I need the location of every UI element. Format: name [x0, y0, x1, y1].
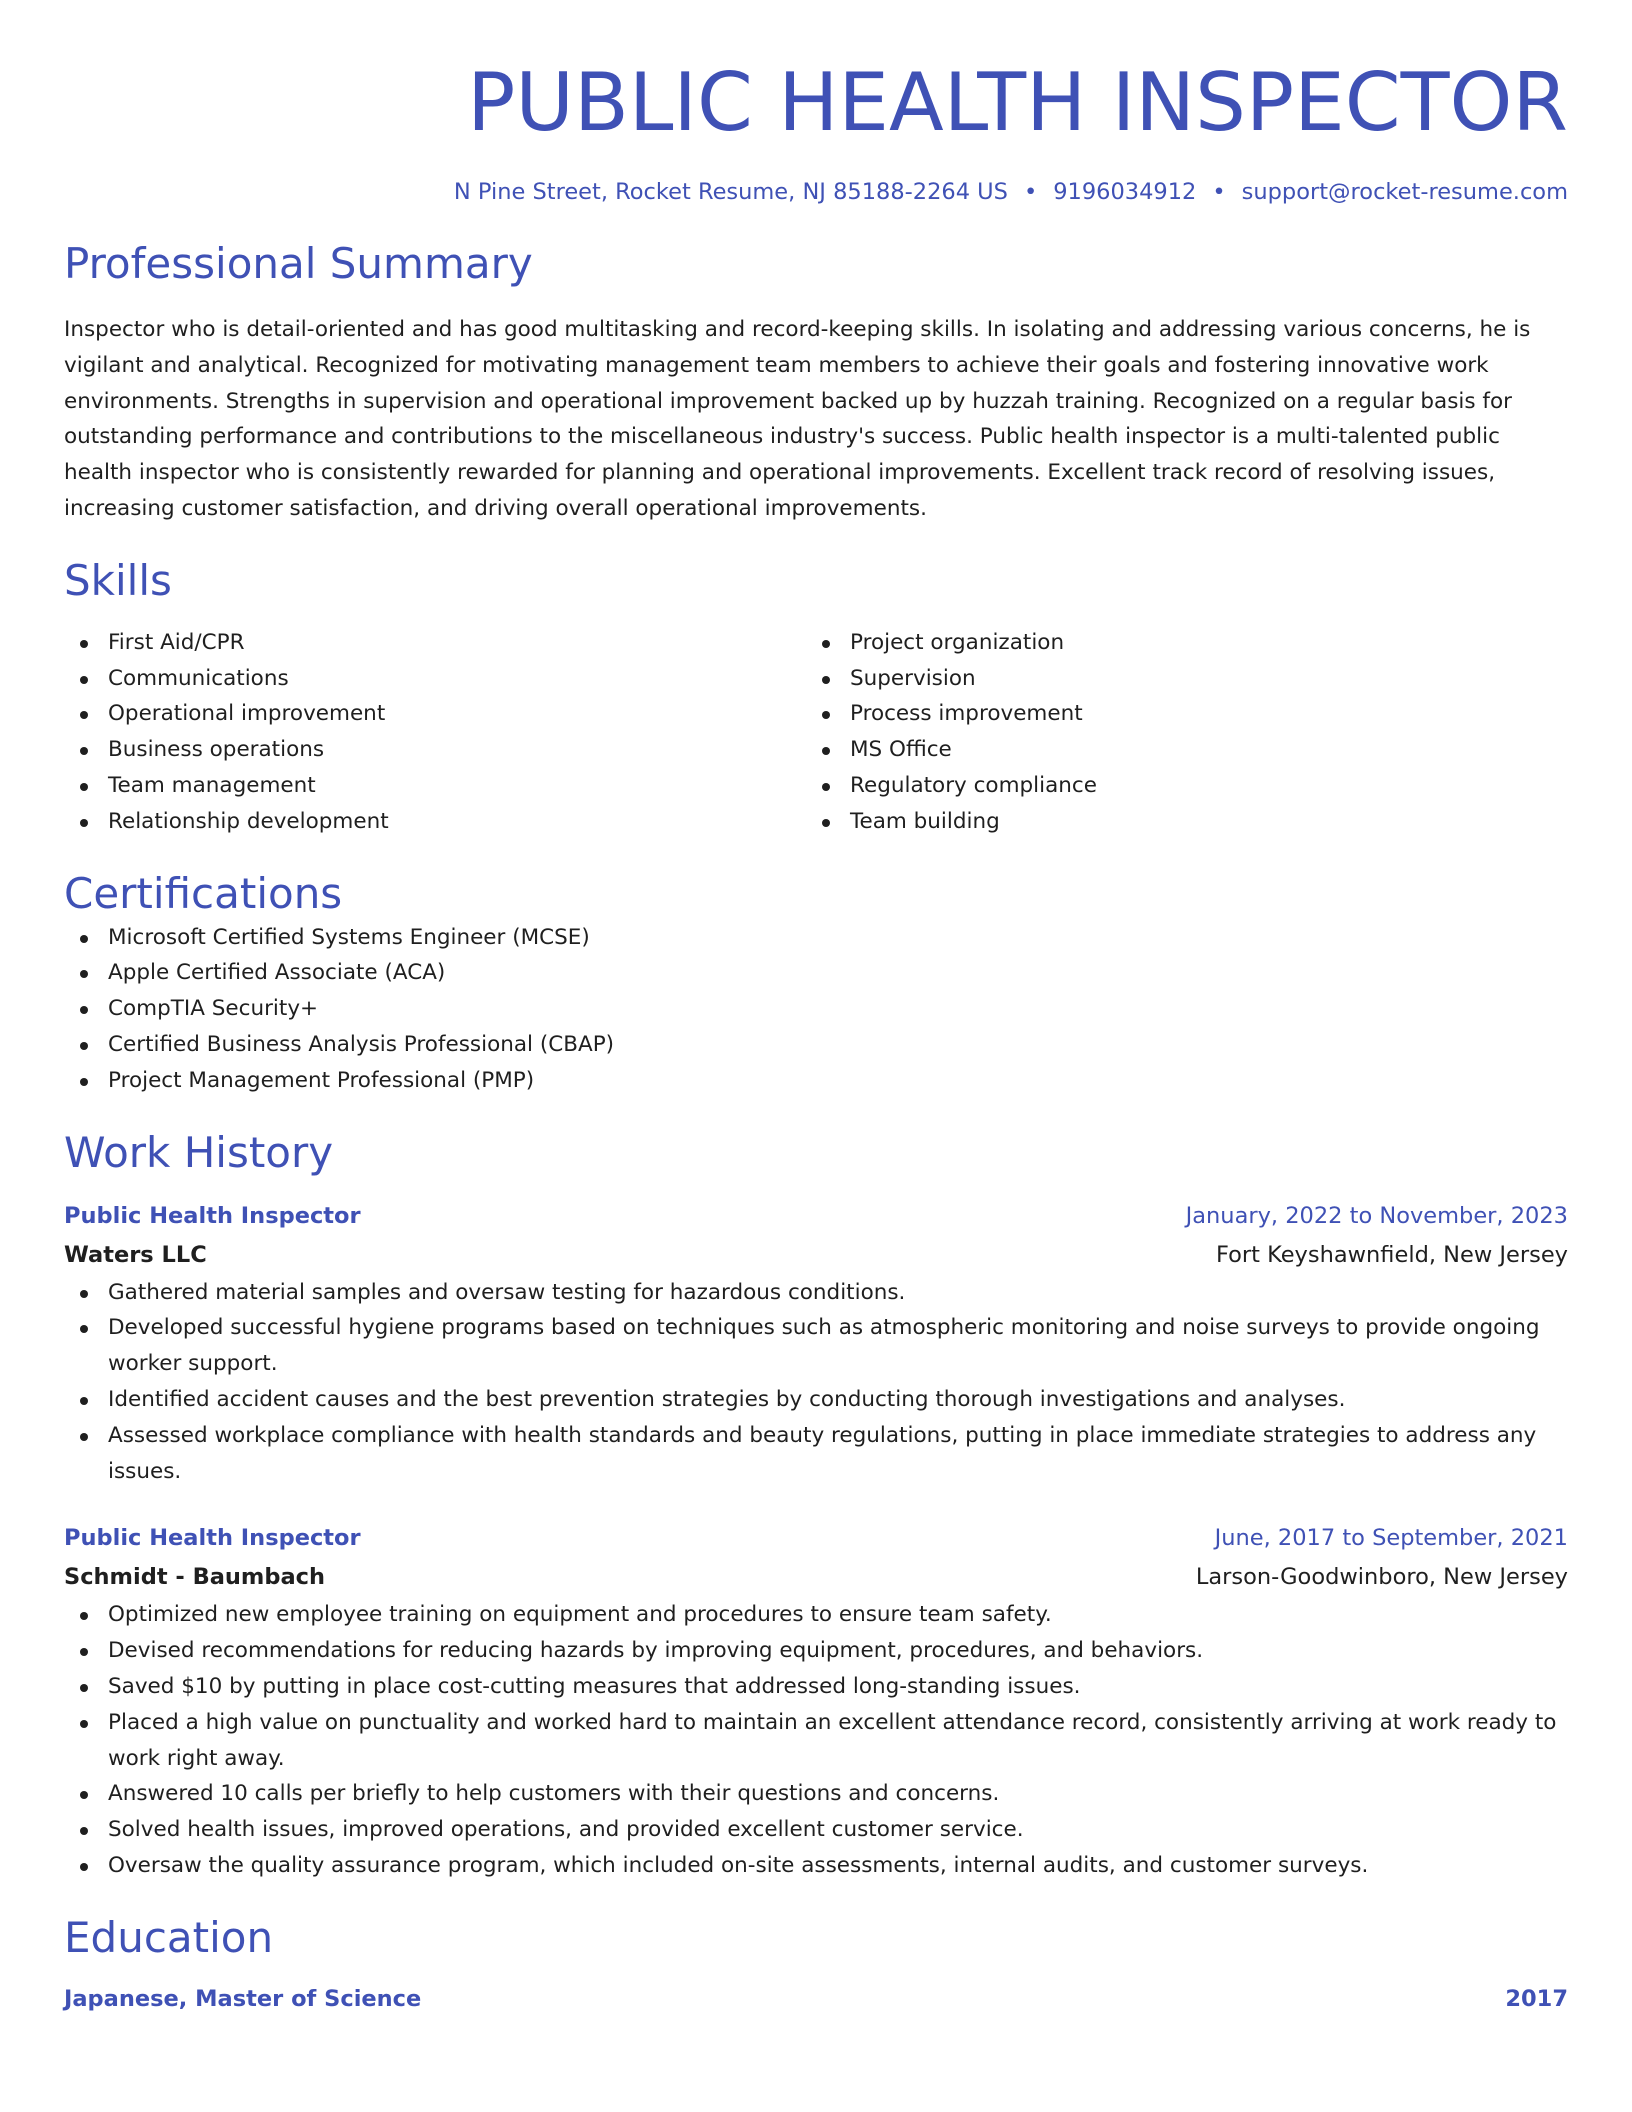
skill-item: Team building — [806, 804, 1548, 840]
job-location: Larson-Goodwinboro, New Jersey — [1195, 1564, 1568, 1591]
skills-grid — [64, 625, 1568, 840]
contact-separator: • — [1023, 179, 1038, 205]
skill-item: Project organization — [806, 625, 1548, 661]
job-bullet: Gathered material samples and oversaw testing for hazardous conditions. — [64, 1275, 1568, 1311]
skills-heading: Skills — [64, 555, 172, 605]
job-bullet: Placed a high value on punctuality and worked hard to maintain an excellent attendance record, consistently arriving at work ready to work right away. — [64, 1705, 1568, 1777]
skill-item: Communications — [64, 661, 806, 697]
job-header-row — [64, 1519, 1568, 1557]
education-entry — [64, 1980, 1568, 2018]
job-bullet: Solved health issues, improved operations, and provided excellent customer service. — [64, 1812, 1568, 1848]
skill-item: MS Office — [806, 732, 1548, 768]
job-bullets — [64, 1275, 1568, 1490]
job-bullet: Oversaw the quality assurance program, which included on-site assessments, internal audits, and customer surveys. — [64, 1848, 1568, 1884]
skill-item: Regulatory compliance — [806, 768, 1548, 804]
job-bullet: Identified accident causes and the best prevention strategies by conducting thorough investigations and analyses. — [64, 1382, 1568, 1418]
education-year: 2017 — [1505, 1985, 1568, 2012]
job-location: Fort Keyshawnfield, New Jersey — [1215, 1241, 1568, 1268]
resume-page — [64, 0, 1568, 2018]
summary-text: Inspector who is detail-oriented and has good multitasking and record-keeping skills. In isolating and addressing various concerns, he is vigilant and analytical. Recognized for motivating management team members to achieve their goals and fostering innovative work environments. Strengths in supervision and operational improvement backed up by huzzah training. Recognized on a regular basis for outstanding performance and contributions to the miscellaneous industry's success. Public health inspector is a multi-talented public health inspector who is consistently rewarded for planning and operational improvements. Excellent track record of resolving issues, increasing customer satisfaction, and driving overall operational improvements. — [64, 317, 1531, 521]
skills-column-left — [64, 625, 806, 840]
contact-address: N Pine Street, Rocket Resume, NJ 85188-2264 US — [453, 179, 1008, 205]
skill-item: Operational improvement — [64, 696, 806, 732]
work-history-heading: Work History — [64, 1127, 334, 1177]
resume-title: PUBLIC HEALTH INSPECTOR — [467, 56, 1568, 149]
job-bullet: Developed successful hygiene programs based on techniques such as atmospheric monitoring and noise surveys to provide ongoing worker support. — [64, 1310, 1568, 1382]
job-title: Public Health Inspector — [64, 1202, 361, 1229]
certification-item: Microsoft Certified Systems Engineer (MCSE) — [64, 920, 1568, 956]
skill-item: Team management — [64, 768, 806, 804]
job-entry — [64, 1197, 1568, 1490]
summary-heading: Professional Summary — [64, 239, 533, 288]
job-header-row — [64, 1197, 1568, 1235]
contact-separator: • — [1212, 179, 1226, 205]
job-bullet: Assessed workplace compliance with health standards and beauty regulations, putting in place immediate strategies to address any issues. — [64, 1418, 1568, 1490]
job-bullet: Saved $10 by putting in place cost-cutting measures that addressed long-standing issues. — [64, 1669, 1568, 1705]
certification-item: Certified Business Analysis Professional (CBAP) — [64, 1027, 1568, 1063]
job-bullet: Answered 10 calls per briefly to help customers with their questions and concerns. — [64, 1776, 1568, 1812]
certification-item: Project Management Professional (PMP) — [64, 1063, 1568, 1099]
education-degree: Japanese, Master of Science — [64, 1985, 422, 2012]
skill-item: Supervision — [806, 661, 1548, 697]
job-entry — [64, 1519, 1568, 1883]
certification-item: Apple Certified Associate (ACA) — [64, 955, 1568, 991]
job-company: Waters LLC — [64, 1241, 207, 1268]
certifications-list — [64, 920, 1568, 1099]
contact-line — [64, 176, 1568, 208]
skill-item: Relationship development — [64, 804, 806, 840]
skills-column-right — [806, 625, 1548, 840]
job-company-row — [64, 1235, 1568, 1275]
job-dates: January, 2022 to November, 2023 — [1185, 1202, 1568, 1229]
job-bullets — [64, 1597, 1568, 1883]
job-dates: June, 2017 to September, 2021 — [1214, 1525, 1568, 1552]
contact-email: support@rocket-resume.com — [1241, 179, 1568, 205]
contact-phone: 9196034912 — [1053, 179, 1197, 205]
certification-item: CompTIA Security+ — [64, 991, 1568, 1027]
job-title: Public Health Inspector — [64, 1525, 361, 1552]
skill-item: Business operations — [64, 732, 806, 768]
skill-item: Process improvement — [806, 696, 1548, 732]
job-company: Schmidt - Baumbach — [64, 1564, 326, 1591]
job-company-row — [64, 1557, 1568, 1597]
job-bullet: Optimized new employee training on equipment and procedures to ensure team safety. — [64, 1597, 1568, 1633]
skill-item: First Aid/CPR — [64, 625, 806, 661]
certifications-heading: Certifications — [64, 868, 343, 918]
job-bullet: Devised recommendations for reducing hazards by improving equipment, procedures, and behaviors. — [64, 1633, 1568, 1669]
education-heading: Education — [64, 1912, 274, 1962]
